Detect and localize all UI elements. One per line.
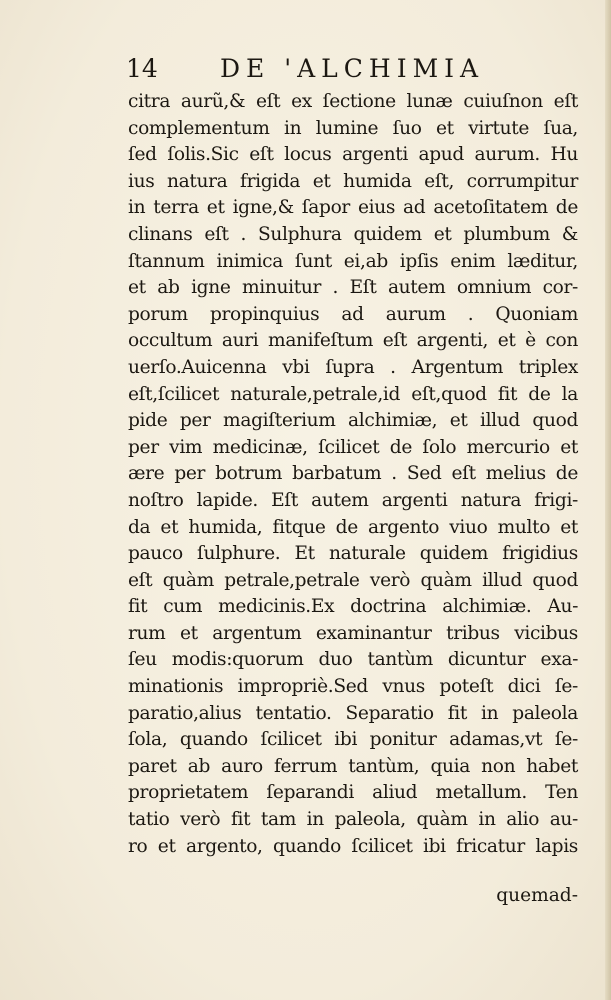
text-line: ſtannum inimica ſunt ei,ab ipſis enim læditur, xyxy=(128,250,578,272)
text-line: pauco ſulphure. Et naturale quidem frigidius xyxy=(128,543,578,565)
page-header xyxy=(126,52,506,86)
text-line: ſola, quando ſcilicet ibi ponitur adamas,vt ſe- xyxy=(128,729,578,751)
text-line: rum et argentum examinantur tribus vicibus xyxy=(128,622,578,644)
text-line: fit cum medicinis.Ex doctrina alchimiæ. Au- xyxy=(128,596,578,618)
text-line: ro et argento, quando ſcilicet ibi fricatur lapis xyxy=(128,835,578,857)
page-gutter-shadow xyxy=(605,0,611,1000)
text-line: occultum auri manifeſtum eſt argenti, et è con xyxy=(128,330,578,352)
text-line: clinans eſt . Sulphura quidem et plumbum & xyxy=(128,223,578,245)
text-line: ſed ſolis.Sic eſt locus argenti apud aurum. Hu xyxy=(128,144,578,166)
page-number: 14 xyxy=(126,54,158,83)
text-line: ius natura frigida et humida eſt, corrumpitur xyxy=(128,170,578,192)
text-line: noſtro lapide. Eſt autem argenti natura frigi- xyxy=(128,489,578,511)
text-line: pide per magiſterium alchimiæ, et illud quod xyxy=(128,410,578,432)
text-line: eſt quàm petrale,petrale verò quàm illud quod xyxy=(128,569,578,591)
text-line: per vim medicinæ, ſcilicet de ſolo mercurio et xyxy=(128,436,578,458)
text-line: citra aurũ,& eſt ex ſectione lunæ cuiuſnon eſt xyxy=(128,91,578,112)
text-line: eſt,ſcilicet naturale,petrale,id eſt,quod fit de la xyxy=(128,383,578,405)
text-line: porum propinquius ad aurum . Quoniam xyxy=(128,303,578,325)
text-line: proprietatem ſeparandi aliud metallum. Ten xyxy=(128,782,578,804)
text-line: paret ab auro ferrum tantùm, quia non habet xyxy=(128,755,578,777)
catchword: quemad- xyxy=(496,885,578,906)
text-line: in terra et igne,& ſapor eius ad acetoſitatem de xyxy=(128,197,578,219)
text-line: ſeu modis:quorum duo tantùm dicuntur exa- xyxy=(128,649,578,671)
text-line: et ab igne minuitur . Eſt autem omnium cor- xyxy=(128,277,578,299)
text-line: ære per botrum barbatum . Sed eſt melius de xyxy=(128,463,578,485)
running-head: DE 'ALCHIMIA xyxy=(220,54,485,83)
text-line: uerſo.Auicenna vbi ſupra . Argentum triplex xyxy=(128,356,578,378)
text-line: tatio verò fit tam in paleola, quàm in alio au- xyxy=(128,809,578,831)
text-line: paratio,alius tentatio. Separatio fit in paleola xyxy=(128,702,578,724)
text-line: da et humida, fitque de argento viuo multo et xyxy=(128,516,578,538)
text-line: minationis impropriè.Sed vnus poteſt dici ſe- xyxy=(128,676,578,698)
text-line: complementum in lumine ſuo et virtute ſua, xyxy=(128,117,578,139)
body-text xyxy=(128,89,578,860)
